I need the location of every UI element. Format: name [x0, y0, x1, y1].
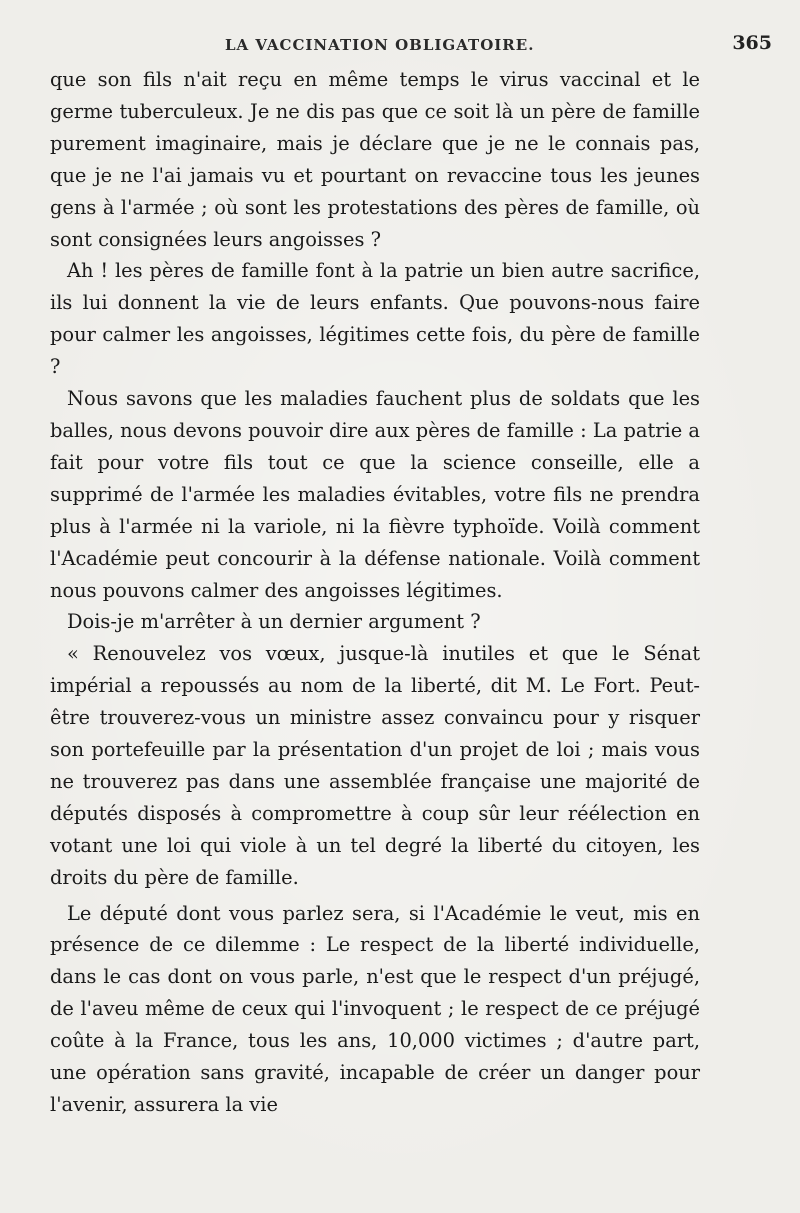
paragraph-1: que son fils n'ait reçu en même temps le virus vaccinal et le germe tuberculeux. Je ne dis pas que ce soit là un père de famille purement imaginaire, mais je déclare que je ne le connais pas, que je ne l'ai jamais vu et pourtant on revaccine tous les jeunes gens à l'armée ; où sont les protestations des pères de famille, où sont consignées leurs angoisses ? — [50, 68, 700, 251]
body-text — [50, 64, 700, 1121]
paragraph-3: Nous savons que les maladies fauchent plus de soldats que les balles, nous devons pouvoir dire aux pères de famille : La patrie a fait pour votre fils tout ce que la science conseille, elle a supprimé de l'armée les maladies évitables, votre fils ne prendra plus à l'armée ni la variole, ni la fièvre typhoïde. Voilà comment l'Académie peut concourir à la défense nationale. Voilà comment nous pouvons calmer des angoisses légitimes. — [50, 387, 700, 602]
paragraph-2: Ah ! les pères de famille font à la patrie un bien autre sacrifice, ils lui donnent la vie de leurs enfants. Que pouvons-nous faire pour calmer les angoisses, légitimes cette fois, du père de famille ? — [50, 259, 700, 379]
running-head — [50, 28, 772, 64]
running-title: LA VACCINATION OBLIGATOIRE. — [225, 36, 535, 54]
paragraph-6: Le député dont vous parlez sera, si l'Académie le veut, mis en présence de ce dilemme : Le respect de la liberté individuelle, dans le cas dont on vous parle, n'est que le respect d'un préjugé, de l'aveu même de ceux qui l'invoquent ; le respect de ce préjugé coûte à la France, tous les ans, 10,000 victimes ; d'autre part, une opération sans gravité, incapable de créer un danger pour l'avenir, assurera la vie — [50, 901, 700, 1116]
paragraph-4: Dois-je m'arrêter à un dernier argument ? — [67, 610, 481, 634]
paragraph-5: « Renouvelez vos vœux, jusque-là inutiles et que le Sénat impérial a repoussés au nom de la liberté, dit M. Le Fort. Peut-être trouverez-vous un ministre assez convaincu pour y risquer son portefeuille par la présentation d'un projet de loi ; mais vous ne trouverez pas dans une assemblée française une majorité de députés disposés à compromettre à coup sûr leur réélection en votant une loi qui viole à un tel degré la liberté du citoyen, les droits du père de famille. — [50, 642, 700, 889]
page-number: 365 — [732, 32, 772, 54]
